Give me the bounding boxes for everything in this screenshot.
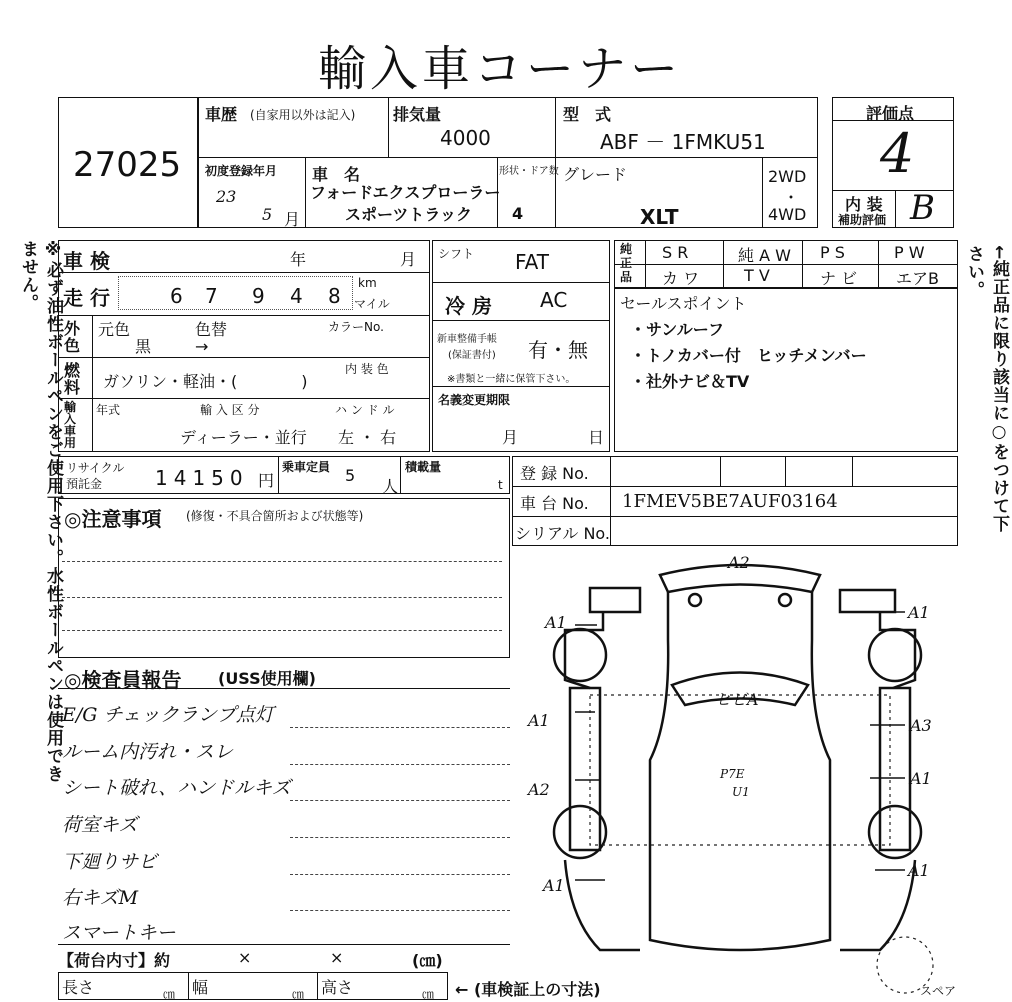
fuel-label: 燃料 [64, 361, 81, 397]
shift-label: シフト [438, 247, 475, 261]
shift-value: FAT [515, 250, 550, 274]
genuine-item[interactable]: P S [820, 243, 845, 262]
displacement-value: 4000 [440, 126, 491, 150]
aircon-label: 冷 房 [445, 294, 492, 318]
damage-mark: A3 [910, 716, 932, 735]
damage-mark: A1 [908, 603, 930, 622]
name-change-label: 名義変更期限 [438, 393, 511, 407]
chassis-no-value: 1FMEV5BE7AUF03164 [622, 491, 838, 512]
damage-mark: A1 [908, 861, 930, 880]
import-year-label: 年式 [96, 403, 121, 417]
doors-value: 4 [512, 204, 524, 223]
dims-unit: ㎝ [292, 987, 305, 1001]
handle-value: 左 ・ 右 [338, 428, 397, 447]
drive-4wd[interactable]: 4WD [768, 205, 807, 224]
damage-mark: A1 [528, 711, 550, 730]
roof-mark: P7E [720, 767, 745, 781]
dims-unit: ㎝ [163, 987, 176, 1001]
load-label: 積載量 [405, 460, 442, 474]
lot-number: 27025 [73, 145, 182, 185]
page-title: 輸入車コーナー [318, 41, 683, 97]
capacity-value: 5 [345, 466, 356, 485]
inspector-line: E/G チェックランプ点灯 [62, 704, 274, 726]
cargo-x2: × [330, 948, 344, 967]
inspector-sub: (USS使用欄) [218, 669, 316, 688]
damage-mark: A1 [545, 613, 567, 632]
recycle-label1: リサイクル [66, 461, 125, 475]
dims-length: 長さ [62, 978, 95, 997]
dims-note: ← (車検証上の寸法) [455, 980, 601, 999]
damage-mark: A1 [910, 769, 932, 788]
mileage-unit-mile: マイル [354, 297, 390, 311]
inspector-line: 荷室キズ [62, 814, 138, 836]
history-note: (自家用以外は記入) [250, 108, 356, 122]
import-class-value: ディーラー・並行 [180, 428, 307, 447]
genuine-item[interactable]: 純 A W [738, 246, 791, 265]
genuine-item[interactable]: S R [662, 243, 689, 262]
car-name-line2: スポーツトラック [345, 205, 473, 224]
import-label: 輸入車用 [64, 400, 77, 450]
maintenance-label1: 新車整備手帳 [437, 334, 497, 345]
capacity-label: 乗車定員 [282, 460, 331, 474]
maintenance-value[interactable]: 有・無 [528, 338, 588, 362]
displacement-label: 排気量 [393, 105, 442, 124]
genuine-item[interactable]: T V [744, 266, 770, 285]
sales-point-item: ・社外ナビ＆TV [630, 372, 750, 391]
mileage-digit: 6 [170, 284, 183, 308]
color-change-value: → [195, 337, 209, 356]
roof-mark: U1 [732, 785, 750, 799]
genuine-item[interactable]: カ ワ [662, 269, 700, 288]
damage-mark: A2 [728, 553, 750, 572]
dims-width: 幅 [192, 978, 209, 997]
genuine-item[interactable]: ナ ビ [820, 269, 858, 288]
cargo-unit: (㎝) [412, 951, 443, 970]
grade-label: グレード [563, 165, 628, 184]
inspector-line: スマートキー [62, 922, 176, 944]
load-unit: t [498, 478, 503, 492]
dims-height: 高さ [321, 978, 354, 997]
color-change-label: 色替 [195, 320, 228, 339]
genuine-item[interactable]: エアB [896, 269, 939, 288]
color-no-label: カラーNo. [328, 320, 384, 334]
car-name-line1: フォードエクスプローラー [310, 183, 501, 202]
first-registration-month-unit: 月 [284, 210, 301, 229]
recycle-label2: 預託金 [66, 477, 103, 491]
interior-grade-label1: 内 装 [845, 195, 883, 214]
inspection-label: 車 検 [63, 249, 110, 273]
side-note-right: ←純正品に限り該当に○をつけて下さい。 [964, 245, 1009, 534]
fuel-value: ガソリン・軽油・( ) [103, 372, 308, 391]
car-name-label: 車 名 [312, 165, 361, 184]
inspector-label: ◎検査員報告 [64, 668, 182, 692]
orig-color-value: 黒 [135, 337, 152, 356]
cargo-x1: × [238, 948, 252, 967]
interior-color-label: 内 装 色 [345, 362, 389, 376]
cargo-label: 【荷台内寸】約 [58, 951, 171, 970]
maintenance-note: ※書類と一緒に保管下さい。 [447, 374, 576, 385]
model-code-label: 型 式 [563, 105, 612, 124]
aircon-value: AC [540, 288, 568, 312]
mileage-unit-km: km [358, 276, 377, 290]
genuine-items-label: 純正品 [620, 242, 633, 284]
mileage-digit: 8 [328, 284, 341, 308]
mileage-digit: 9 [252, 284, 265, 308]
capacity-unit: 人 [382, 477, 399, 496]
first-registration-label: 初度登録年月 [205, 164, 278, 178]
handle-label: ハ ン ド ル [335, 403, 395, 417]
doors-label: 形状・ドア数 [499, 166, 559, 177]
interior-grade-value: B [910, 188, 935, 228]
inspector-line: 下廻りサビ [62, 851, 158, 873]
spare-label: スペア [920, 984, 957, 998]
exterior-color-label: 外色 [64, 319, 81, 355]
mileage-digit: 7 [205, 284, 218, 308]
dims-grid [58, 972, 448, 1000]
first-registration-year: 23 [216, 187, 237, 206]
genuine-item[interactable]: P W [894, 243, 925, 262]
score-label: 評価点 [866, 104, 915, 123]
history-label: 車歴 [205, 105, 238, 124]
inspector-line: 右キズM [62, 887, 139, 909]
inspector-line: シート破れ、ハンドルキズ [62, 777, 291, 799]
interior-grade-label2: 補助評価 [838, 213, 887, 227]
model-code-value: ABF － 1FMKU51 [600, 130, 766, 154]
inspection-month: 月 [400, 250, 417, 269]
windshield-note: ヒビA [715, 690, 759, 709]
import-class-label: 輸 入 区 分 [200, 403, 260, 417]
side-note-left: ※必ず油性ボールペンをご使用下さい。水性ボールペンは使用できません。 [18, 240, 63, 783]
damage-mark: A1 [543, 876, 565, 895]
first-registration-month: 5 [262, 205, 273, 224]
name-change-day: 日 [588, 428, 605, 447]
notes-sub: (修復・不具合箇所および状態等) [186, 509, 364, 523]
sales-point-item: ・トノカバー付 ヒッチメンバー [630, 346, 867, 365]
inspector-line: ルーム内汚れ・スレ [62, 741, 234, 763]
inspection-year: 年 [290, 250, 307, 269]
score-value: 4 [880, 122, 915, 185]
registration-no-label: 登 録 No. [520, 464, 589, 483]
recycle-unit: 円 [258, 471, 275, 490]
sales-point-item: ・サンルーフ [630, 320, 725, 339]
dims-unit: ㎝ [422, 987, 435, 1001]
damage-mark: A2 [528, 780, 550, 799]
recycle-value: 14150 [155, 466, 249, 490]
mileage-label: 走 行 [63, 286, 110, 310]
drive-2wd[interactable]: 2WD [768, 167, 807, 186]
orig-color-label: 元色 [98, 320, 131, 339]
maintenance-label2: (保証書付) [448, 350, 496, 361]
name-change-month: 月 [502, 428, 519, 447]
grade-value: XLT [640, 205, 679, 229]
drive-sep: ・ [783, 188, 800, 207]
notes-label: ◎注意事項 [64, 507, 162, 531]
mileage-digit: 4 [290, 284, 303, 308]
chassis-no-label: 車 台 No. [520, 494, 589, 513]
serial-no-label: シリアル No. [515, 524, 611, 543]
sales-points-label: セールスポイント [620, 294, 747, 313]
